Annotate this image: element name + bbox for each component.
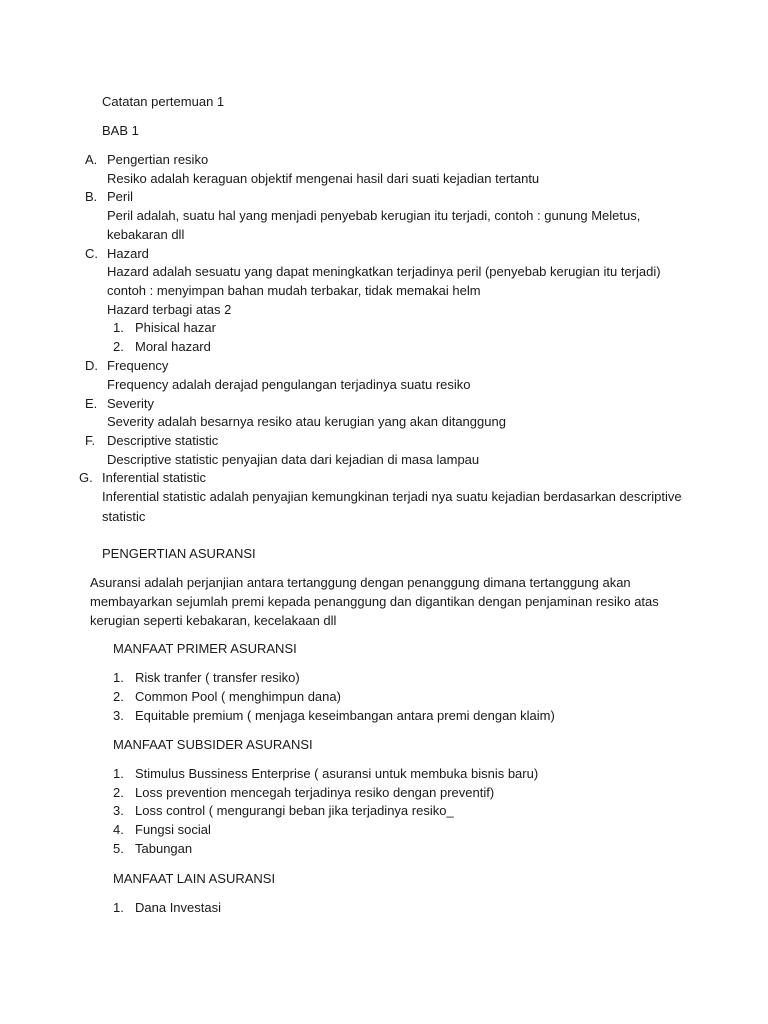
section-marker: G. (79, 470, 93, 485)
section-marker: F. (85, 433, 96, 448)
section-marker: E. (85, 396, 98, 411)
list-item-marker: 1. (113, 670, 124, 685)
section-heading: Peril (107, 189, 134, 204)
list-item-marker: 1. (113, 766, 124, 781)
section-marker: A. (85, 152, 98, 167)
paragraph-line: kerugian seperti kebakaran, kecelakaan dll (90, 613, 337, 628)
section-body: Inferential statistic adalah penyajian kemungkinan terjadi nya suatu kejadian berdasarkan descriptive (102, 489, 682, 504)
section-body: Hazard terbagi atas 2 (107, 302, 232, 317)
paragraph-line: Asuransi adalah perjanjian antara tertanggung dengan penanggung dimana tertanggung akan (90, 575, 631, 590)
list-item-marker: 4. (113, 822, 124, 837)
section-body: Hazard adalah sesuatu yang dapat meningkatkan terjadinya peril (penyebab kerugian itu terjadi) (107, 264, 661, 279)
sub-item-marker: 1. (113, 320, 124, 335)
sub-item-text: Moral hazard (135, 339, 211, 354)
list-item: Common Pool ( menghimpun dana) (135, 689, 341, 704)
list-item-marker: 2. (113, 689, 124, 704)
list-item-marker: 3. (113, 708, 124, 723)
list-item-marker: 2. (113, 785, 124, 800)
section-heading: Frequency (107, 358, 169, 373)
section-title-manfaat-subsider: MANFAAT SUBSIDER ASURANSI (113, 737, 313, 752)
section-body: Peril adalah, suatu hal yang menjadi penyebab kerugian itu terjadi, contoh : gunung Meletus, (107, 208, 641, 223)
list-item: Loss control ( mengurangi beban jika terjadinya resiko_ (135, 803, 454, 818)
document-title: Catatan pertemuan 1 (102, 94, 225, 109)
section-body: Frequency adalah derajad pengulangan terjadinya suatu resiko (107, 377, 471, 392)
section-marker: C. (85, 246, 98, 261)
section-marker: D. (85, 358, 98, 373)
list-item-marker: 3. (113, 803, 124, 818)
sub-item-marker: 2. (113, 339, 124, 354)
list-item-marker: 5. (113, 841, 124, 856)
section-title-manfaat-lain: MANFAAT LAIN ASURANSI (113, 871, 276, 886)
list-item: Tabungan (135, 841, 193, 856)
section-heading: Pengertian resiko (107, 152, 209, 167)
sub-item-text: Phisical hazar (135, 320, 216, 335)
chapter-label: BAB 1 (102, 123, 139, 138)
section-body: kebakaran dll (107, 227, 185, 242)
list-item: Equitable premium ( menjaga keseimbangan antara premi dengan klaim) (135, 708, 555, 723)
section-marker: B. (85, 189, 98, 204)
section-title-asuransi: PENGERTIAN ASURANSI (102, 546, 256, 561)
section-title-manfaat-primer: MANFAAT PRIMER ASURANSI (113, 641, 297, 656)
section-heading: Descriptive statistic (107, 433, 219, 448)
section-body: contoh : menyimpan bahan mudah terbakar, tidak memakai helm (107, 283, 481, 298)
list-item: Loss prevention mencegah terjadinya resiko dengan preventif) (135, 785, 495, 800)
list-item: Risk tranfer ( transfer resiko) (135, 670, 300, 685)
list-item: Fungsi social (135, 822, 211, 837)
section-body: Resiko adalah keraguan objektif mengenai hasil dari suati kejadian tertantu (107, 171, 540, 186)
paragraph-line: membayarkan sejumlah premi kepada penanggung dan digantikan dengan penjaminan resiko atas (90, 594, 659, 609)
list-item: Dana Investasi (135, 900, 221, 915)
section-body: Severity adalah besarnya resiko atau kerugian yang akan ditanggung (107, 414, 506, 429)
section-body: Descriptive statistic penyajian data dari kejadian di masa lampau (107, 452, 480, 467)
list-item-marker: 1. (113, 900, 124, 915)
section-heading: Severity (107, 396, 154, 411)
section-heading: Hazard (107, 246, 149, 261)
section-heading: Inferential statistic (102, 470, 207, 485)
list-item: Stimulus Bussiness Enterprise ( asuransi untuk membuka bisnis baru) (135, 766, 539, 781)
section-body: statistic (102, 509, 146, 524)
